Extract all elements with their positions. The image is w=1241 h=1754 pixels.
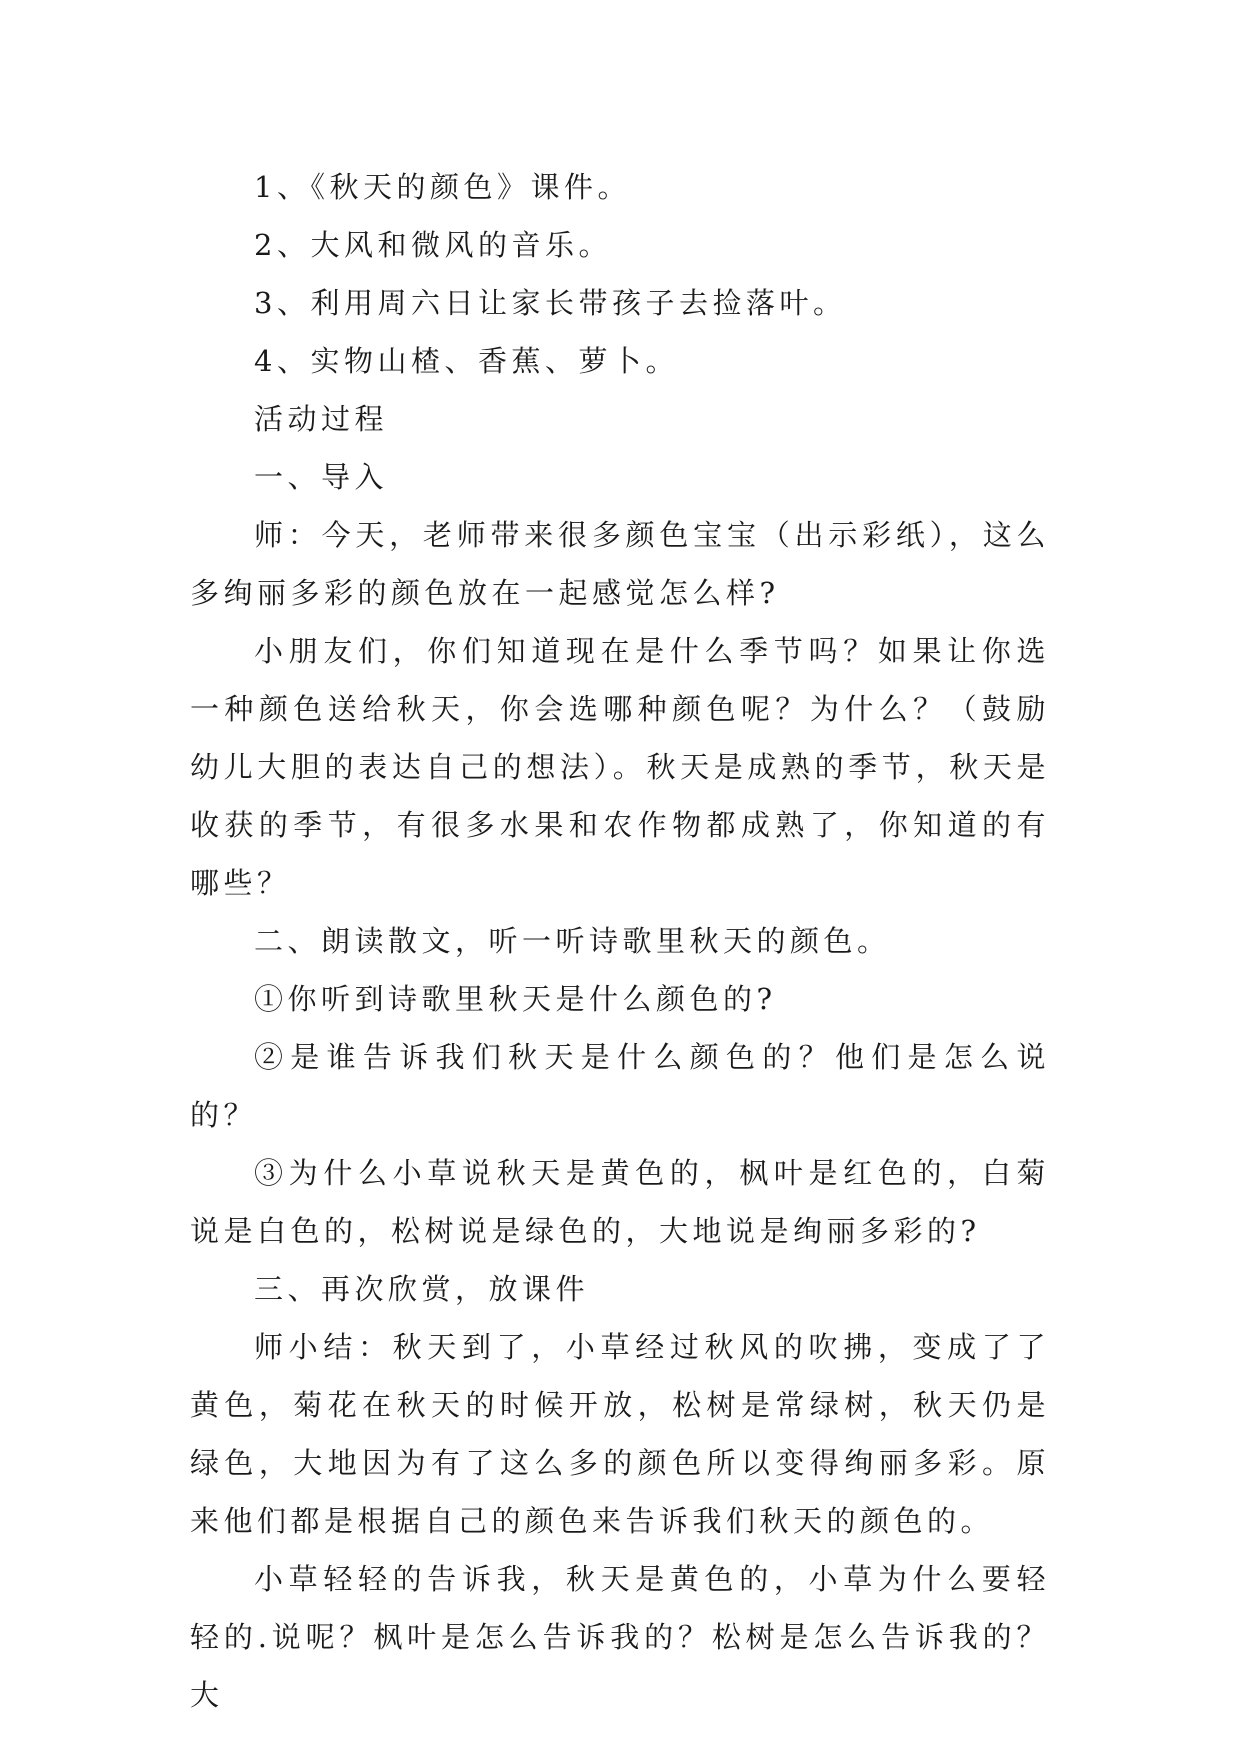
paragraph-teacher-intro: 师：今天，老师带来很多颜色宝宝（出示彩纸），这么多绚丽多彩的颜色放在一起感觉怎么样? — [190, 518, 1050, 610]
material-item-2: 2、大风和微风的音乐。 — [254, 228, 612, 262]
question-3: ③为什么小草说秋天是黄色的，枫叶是红色的，白菊说是白色的，松树说是绿色的，大地说是绚丽多彩的? — [190, 1156, 1050, 1248]
material-item-3: 3、利用周六日让家长带孩子去捡落叶。 — [254, 286, 847, 320]
section-heading-reading: 二、朗读散文，听一听诗歌里秋天的颜色。 — [254, 924, 891, 958]
paragraph-grass-question: 小草轻轻的告诉我，秋天是黄色的，小草为什么要轻轻的.说呢？枫叶是怎么告诉我的？松树是怎么告诉我的？大 — [190, 1562, 1050, 1712]
document-body — [190, 158, 1050, 1724]
material-item-4: 4、实物山楂、香蕉、萝卜。 — [254, 344, 679, 378]
question-1: ①你听到诗歌里秋天是什么颜色的? — [254, 982, 777, 1016]
material-item-1: 1、《秋天的颜色》课件。 — [254, 170, 631, 204]
paragraph-teacher-summary: 师小结：秋天到了，小草经过秋风的吹拂，变成了了黄色，菊花在秋天的时候开放，松树是常绿树，秋天仍是绿色，大地因为有了这么多的颜色所以变得绚丽多彩。原来他们都是根据自己的颜色来告诉我们秋天的颜色的。 — [190, 1330, 1050, 1538]
question-2: ②是谁告诉我们秋天是什么颜色的？他们是怎么说的？ — [190, 1040, 1050, 1132]
section-heading-activity-process: 活动过程 — [254, 402, 389, 436]
paragraph-season-question: 小朋友们，你们知道现在是什么季节吗？如果让你选一种颜色送给秋天，你会选哪种颜色呢？为什么？（鼓励幼儿大胆的表达自己的想法）。秋天是成熟的季节，秋天是收获的季节，有很多水果和农作物都成熟了，你知道的有哪些？ — [190, 634, 1050, 900]
section-heading-appreciate: 三、再次欣赏，放课件 — [254, 1272, 590, 1306]
section-heading-introduction: 一、导入 — [254, 460, 389, 494]
